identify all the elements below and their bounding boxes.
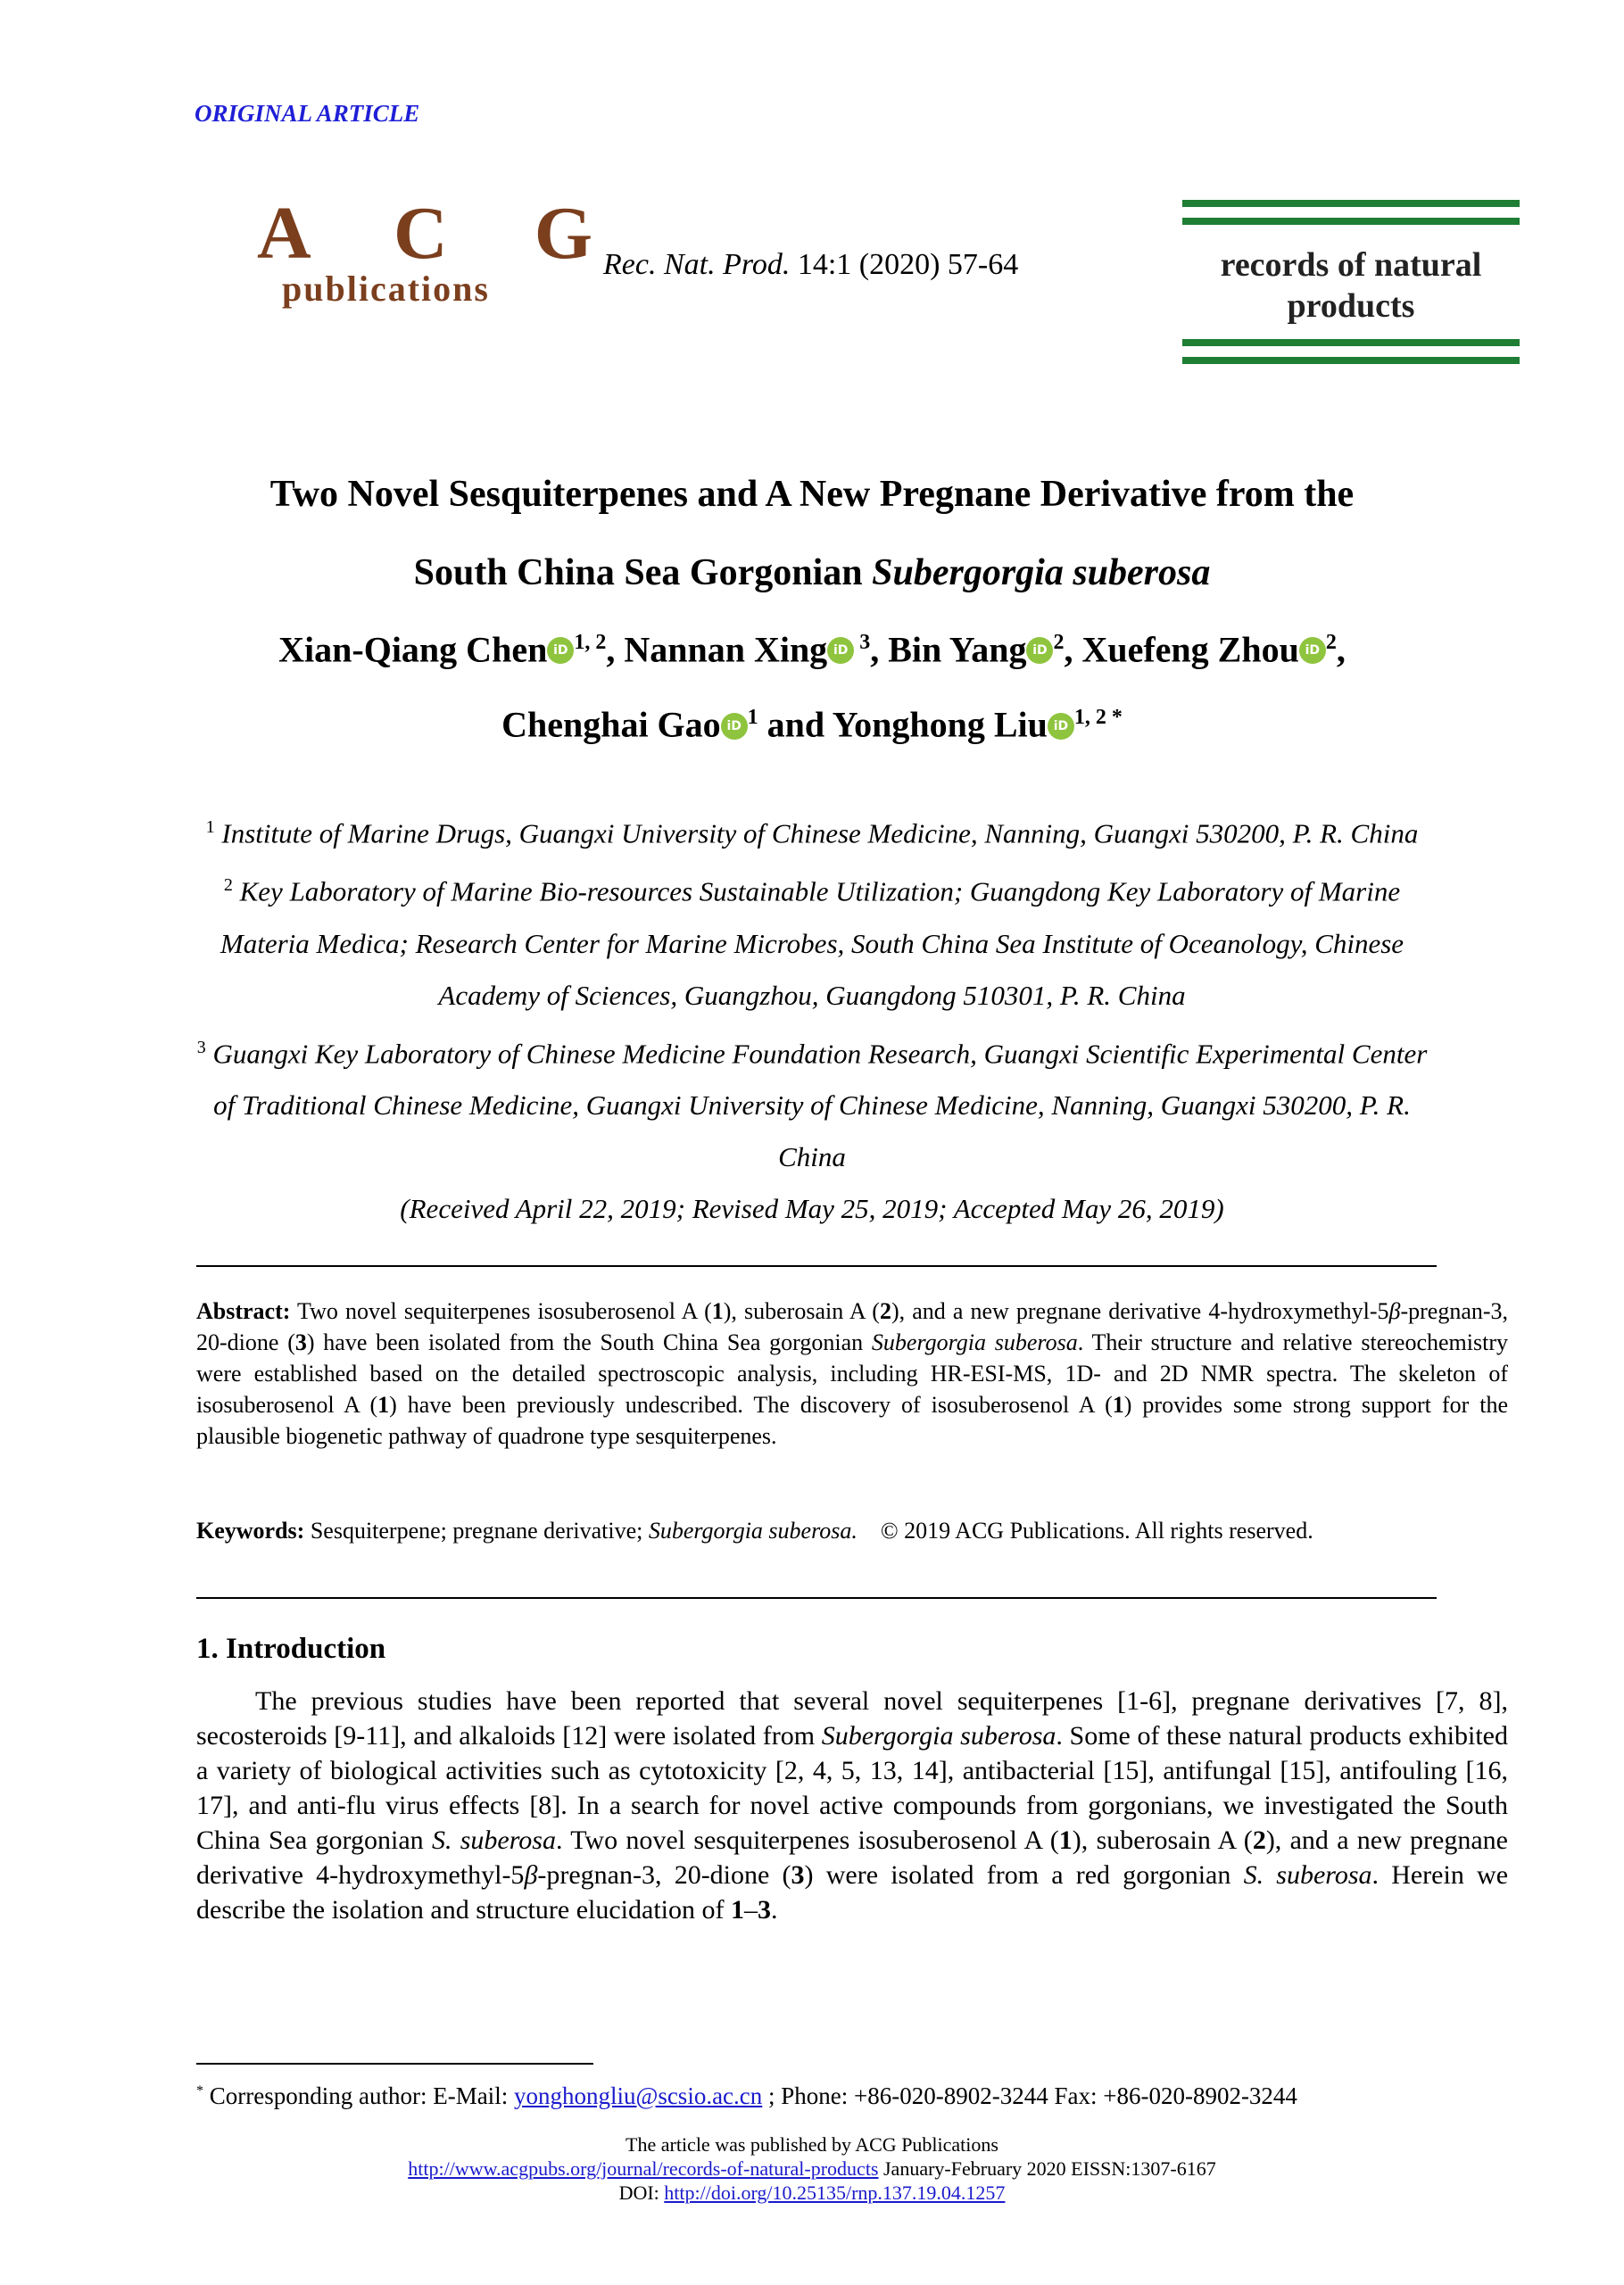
orcid-icon[interactable]: iD (827, 637, 854, 664)
author-sep: , (870, 629, 889, 670)
logo-bar (1182, 200, 1520, 207)
section-heading: 1. Introduction (196, 1633, 386, 1665)
intro-text: . Herein we describe the isolation and structure elucidation of (196, 1860, 1509, 1925)
copyright: © 2019 ACG Publications. All rights reserved. (880, 1518, 1313, 1544)
author-line1 (143, 609, 1481, 683)
author-affil: 1, 2 * (1073, 706, 1123, 730)
intro-text: ), and a new pregnane derivative 4-hydroxymethyl-5 (196, 1826, 1508, 1890)
affiliation-number: 2 (223, 875, 233, 896)
intro-text: . Some of these natural products exhibited a variety of biological activities such as cytotoxicity [2, 4, 5, 13, 14], antibacterial [15], antifungal [15], antifouling [16, 17], and anti-flu virus effects [8]. In a search for novel active compounds from gorgonians, we investigated the South China Sea gorgonian (196, 1721, 1508, 1855)
beta-symbol: β (1388, 1298, 1401, 1324)
author-name: Xuefeng Zhou (1081, 629, 1299, 670)
affiliation-item (187, 1022, 1437, 1183)
keywords-text: Sesquiterpene; pregnane derivative; (304, 1518, 649, 1544)
journal-logo (1182, 200, 1520, 375)
author-list (143, 609, 1481, 759)
journal-url-line (143, 2157, 1481, 2181)
author-affil: 2 (1325, 631, 1337, 654)
affiliation-text: Key Laboratory of Marine Bio-resources Sustainable Utilization; Guangdong Key Laboratory of Marine Materia Medica; Research Center for Marine Microbes, South China Sea Institute of Oceanology, Chinese Academy of Sciences, Guangzhou, Guangdong 510301, P. R. China (220, 875, 1404, 1011)
author-affil: 1, 2 (574, 631, 607, 654)
orcid-icon[interactable]: iD (1299, 637, 1326, 664)
journal-reference (603, 248, 1018, 282)
species-name: Subergorgia suberosa (821, 1721, 1056, 1751)
journal-logo-line2: products (1287, 287, 1415, 325)
author-affil: 2 (1053, 631, 1065, 654)
abstract-text: ) have been isolated from the South China Sea gorgonian (306, 1329, 872, 1355)
title-line2-text: South China Sea Gorgonian (413, 552, 873, 593)
abstract-text: ), and a new pregnane derivative 4-hydroxymethyl-5 (891, 1298, 1389, 1324)
journal-abbrev: Rec. Nat. Prod. (603, 248, 791, 281)
beta-symbol: β (524, 1860, 538, 1890)
species-name: Subergorgia suberosa (871, 1329, 1078, 1355)
affiliation-item (187, 859, 1437, 1021)
species-name: Subergorgia suberosa. (648, 1518, 858, 1544)
journal-url-link[interactable]: http://www.acgpubs.org/journal/records-of-natural-products (408, 2157, 879, 2180)
abstract-text: Two novel sequiterpenes isosuberosenol A ( (290, 1298, 712, 1324)
species-name: S. suberosa (431, 1826, 556, 1855)
divider (196, 1265, 1437, 1267)
paper-title (143, 455, 1481, 612)
compound-number: 3 (757, 1895, 771, 1925)
intro-text: . (770, 1895, 778, 1925)
author-name: Bin Yang (888, 629, 1027, 670)
author-sep: , (606, 629, 625, 670)
journal-issue: 14:1 (2020) 57-64 (797, 248, 1019, 281)
divider (196, 1597, 1437, 1599)
doi-link[interactable]: http://doi.org/10.25135/rnp.137.19.04.1257 (664, 2182, 1006, 2204)
author-sep: and (758, 704, 833, 745)
footnote-contact: ; Phone: +86-020-8902-3244 Fax: +86-020-8902-3244 (762, 2082, 1297, 2109)
title-line2 (143, 534, 1481, 612)
intro-text: – (743, 1895, 758, 1925)
intro-text: The previous studies have been reported that several novel sequiterpenes [1-6], pregnane derivatives [7, 8], secosteroids [9-11], and alkaloids [12] were isolated from (196, 1686, 1508, 1751)
compound-number: 1 (1058, 1826, 1073, 1855)
author-sep: , (1336, 629, 1346, 670)
issue-info: January-February 2020 EISSN:1307-6167 (878, 2157, 1216, 2180)
doi-line (143, 2181, 1481, 2205)
abstract-text: . Their structure and relative stereochemistry were established based on the detailed spectroscopic analysis, including HR-ESI-MS, 1D- and 2D NMR spectra. The skeleton of isosuberosenol A ( (196, 1329, 1508, 1418)
keywords (196, 1515, 1508, 1546)
affiliation-text: Institute of Marine Drugs, Guangxi University of Chinese Medicine, Nanning, Guangxi 530200, P. R. China (221, 817, 1419, 849)
intro-text: ), suberosain A ( (1072, 1826, 1253, 1855)
abstract (196, 1296, 1508, 1452)
compound-number: 1 (730, 1895, 744, 1925)
orcid-icon[interactable]: iD (1026, 637, 1053, 664)
acg-logo-word: publications (282, 269, 490, 309)
author-name: Nannan Xing (624, 629, 828, 670)
compound-number: 1 (1112, 1392, 1124, 1418)
orcid-icon[interactable]: iD (721, 713, 748, 740)
compound-number: 1 (377, 1392, 390, 1418)
journal-logo-text (1182, 236, 1520, 339)
author-name: Chenghai Gao (501, 704, 721, 745)
species-name: S. suberosa (1243, 1860, 1372, 1890)
author-affil: 1 (747, 706, 758, 730)
intro-text: -pregnan-3, 20-dione ( (537, 1860, 791, 1890)
title-line1: Two Novel Sesquiterpenes and A New Pregnane Derivative from the (269, 474, 1355, 515)
intro-text: . Two novel sesquiterpenes isosuberosenol A ( (555, 1826, 1059, 1855)
footnote-label: Corresponding author: E-Mail: (203, 2082, 514, 2109)
author-name: Xian-Qiang Chen (278, 629, 548, 670)
logo-bar (1182, 218, 1520, 225)
compound-number: 1 (711, 1298, 724, 1324)
received-dates: (Received April 22, 2019; Revised May 25, 2019; Accepted May 26, 2019) (400, 1192, 1224, 1224)
abstract-label: Abstract: (196, 1298, 291, 1324)
publisher-note: The article was published by ACG Publications (626, 2133, 998, 2156)
affiliations (187, 801, 1437, 1235)
logo-bar (1182, 357, 1520, 364)
author-affil: 3 (854, 631, 871, 654)
author-sep: , (1064, 629, 1082, 670)
email-link[interactable]: yonghongliu@scsio.ac.cn (513, 2082, 763, 2109)
abstract-text: -pregnan-3, 20-dione ( (196, 1298, 1509, 1355)
orcid-icon[interactable]: iD (1048, 713, 1074, 740)
corresponding-author-footnote (196, 2082, 1297, 2110)
keywords-label: Keywords: (196, 1518, 305, 1544)
orcid-icon[interactable]: iD (547, 637, 574, 664)
compound-number: 3 (791, 1860, 805, 1890)
article-type-label: ORIGINAL ARTICLE (195, 100, 420, 127)
title-species: Subergorgia suberosa (872, 552, 1211, 593)
compound-number: 3 (294, 1329, 307, 1355)
logo-bar (1182, 339, 1520, 346)
footnote-marker: * (196, 2083, 203, 2099)
author-name: Yonghong Liu (832, 704, 1048, 745)
acg-logo-letters: A C G (257, 192, 627, 275)
footnote-divider (196, 2063, 593, 2065)
affiliation-item (187, 801, 1437, 859)
introduction-paragraph (196, 1684, 1508, 1927)
abstract-text: ), suberosain A ( (723, 1298, 880, 1324)
affiliation-number: 1 (205, 817, 215, 837)
abstract-text: ) provides some strong support for the plausible biogenetic pathway of quadrone type sesquiterpenes. (196, 1392, 1508, 1449)
affiliation-number: 3 (196, 1037, 206, 1057)
author-line2 (143, 683, 1481, 758)
intro-text: ) were isolated from a red gorgonian (804, 1860, 1244, 1890)
publication-footer (143, 2132, 1481, 2205)
abstract-text: ) have been previously undescribed. The discovery of isosuberosenol A ( (389, 1392, 1113, 1418)
compound-number: 2 (1252, 1826, 1266, 1855)
doi-label: DOI: (618, 2182, 665, 2204)
compound-number: 2 (879, 1298, 891, 1324)
affiliation-text: Guangxi Key Laboratory of Chinese Medicine Foundation Research, Guangxi Scientific Experimental Center of Traditional Chinese Medicine, Guangxi University of Chinese Medicine, Nanning, Guangxi 530200, P. R. China (212, 1037, 1428, 1172)
journal-logo-line1: records of natural (1220, 246, 1482, 284)
